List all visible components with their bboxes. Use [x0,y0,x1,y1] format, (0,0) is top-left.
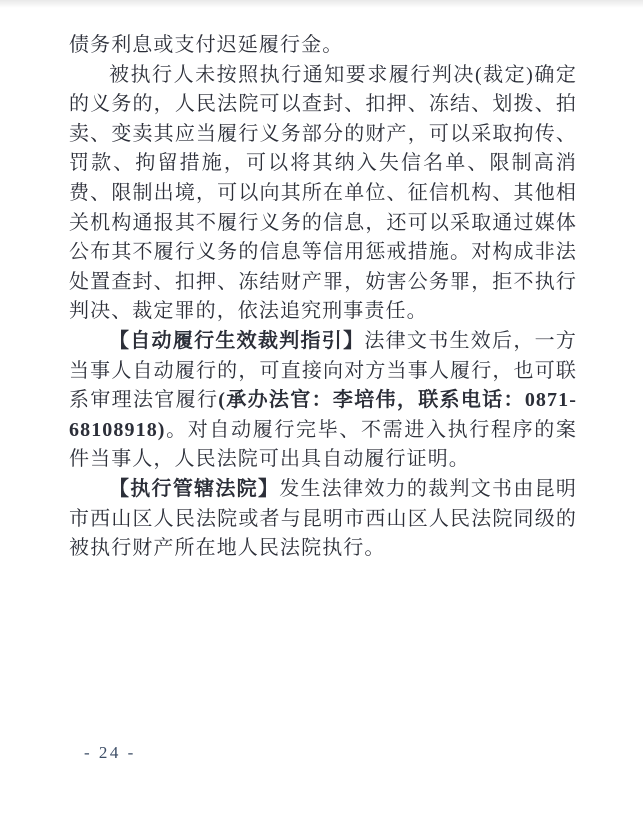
text-run: 法律文书生效后，一方当事人自动履行的，可直接向对方当事人履行，也可联系审理法官履行 [69,329,578,412]
paragraph-debt-interest [69,31,577,61]
text-run: 【自动履行生效裁判指引】 [109,329,365,352]
scan-edge-shading [0,0,643,8]
text-run: 被执行人未按照执行通知要求履行判决(裁定)确定的义务的，人民法院可以查封、扣押、冻结、划拨、拍卖、变卖其应当履行义务部分的财产，可以采取拘传、罚款、拘留措施，可以将其纳入失信名单、限制高消费、限制出境，可以向其所在单位、征信机构、其他相关机构通报其不履行义务的信息，还可以采取通过媒体公布其不履行义务的信息等信用惩戒措施。对构成非法处置查封、扣押、冻结财产罪，妨害公务罪，拒不执行判决、裁定罪的，依法追究刑事责任。 [69,63,577,323]
paragraph-enforcement-measures [69,61,577,327]
text-run: 发生法律效力的裁判文书由昆明市西山区人民法院或者与昆明市西山区人民法院同级的被执行财产所在地人民法院执行。 [69,477,577,560]
document-body [69,31,577,564]
text-run: 债务利息或支付迟延履行金。 [69,34,344,56]
text-run: (承办法官：李培伟，联系电话：0871-68108918) [69,389,577,441]
text-run: 【执行管辖法院】 [109,477,280,500]
page-number: - 24 - [84,743,136,762]
text-run: 。对自动履行完毕、不需进入执行程序的案件当事人，人民法院可出具自动履行证明。 [69,418,577,471]
paragraph-jurisdiction-court [69,475,577,564]
paragraph-auto-performance-guide [69,327,577,475]
